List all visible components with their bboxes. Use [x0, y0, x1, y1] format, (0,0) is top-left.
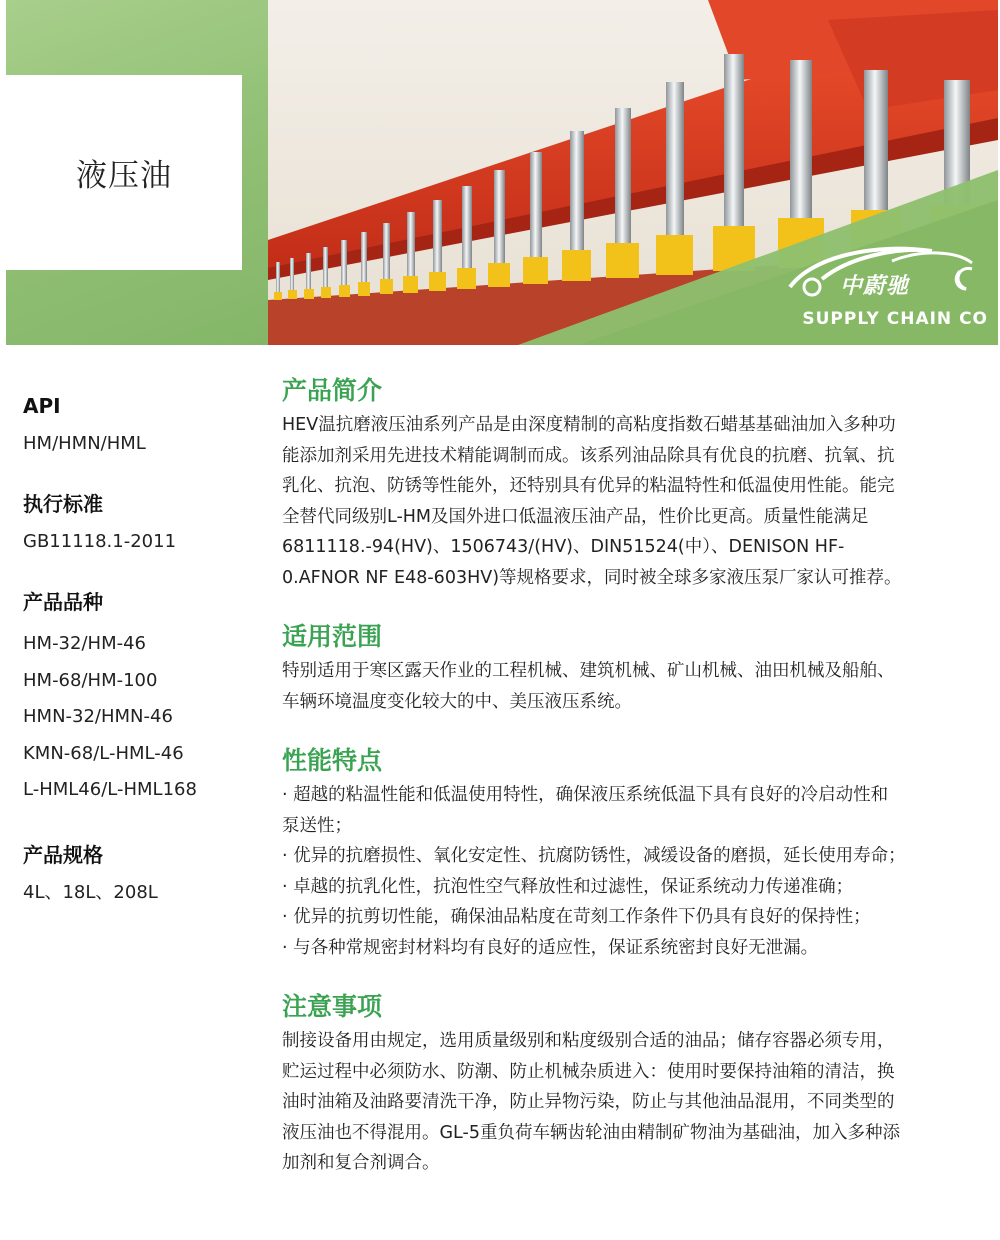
section-features — [282, 744, 982, 963]
feature-line: 泵送性； — [282, 815, 352, 836]
spec-value: HM/HMN/HML — [23, 433, 146, 454]
content-column — [282, 374, 982, 1206]
page-title: 液压油 — [76, 158, 172, 194]
feature-line: · 优异的抗磨损性、氧化安定性、抗腐防锈性，减缓设备的磨损，延长使用寿命； — [282, 846, 906, 866]
section-title: 性能特点 — [282, 746, 383, 775]
spec-value: HM-68/HM-100 — [23, 669, 158, 691]
text-line: 特别适用于寒区露天作业的工程机械、建筑机械、矿山机械、油田机械及船舶、 — [282, 661, 895, 681]
section-title: 适用范围 — [282, 622, 383, 651]
spec-varieties — [23, 588, 263, 809]
supply-chain-logo — [782, 239, 988, 329]
section-body — [282, 1026, 982, 1179]
section-body — [282, 780, 982, 963]
spec-standard — [23, 490, 263, 556]
section-title: 产品简介 — [282, 376, 383, 405]
section-scope — [282, 620, 982, 717]
header-banner — [6, 0, 998, 345]
spec-value: L-HML46/L-HML168 — [23, 779, 197, 800]
logo-english-text: SUPPLY CHAIN CO — [802, 309, 988, 329]
text-line: 加剂和复合剂调合。 — [282, 1153, 440, 1173]
spec-value: KMN-68/L-HML-46 — [23, 742, 184, 764]
feature-line: · 与各种常规密封材料均有良好的适应性，保证系统密封良好无泄漏。 — [282, 937, 819, 958]
spec-value: GB11118.1-2011 — [23, 531, 177, 552]
feature-line: · 优异的抗剪切性能，确保油品粘度在苛刻工作条件下仍具有良好的保持性； — [282, 907, 871, 927]
text-line: 乳化、抗泡、防锈等性能外，还特别具有优异的粘温特性和低温使用性能。能完 — [282, 476, 895, 496]
spec-value: 4L、18L、208L — [23, 881, 158, 903]
title-card — [6, 75, 242, 270]
feature-line: · 卓越的抗乳化性，抗泡性空气释放性和过滤性，保证系统动力传递准确； — [282, 876, 854, 897]
logo-chinese-text: 中蔚驰 — [840, 274, 910, 299]
feature-line: · 超越的粘温性能和低温使用特性，确保液压系统低温下具有良好的冷启动性和 — [282, 785, 889, 805]
section-notes — [282, 990, 982, 1179]
spec-sizes — [23, 841, 263, 907]
spec-label: 产品规格 — [23, 842, 103, 867]
text-line: 液压油也不得混用。GL-5重负荷车辆齿轮油由精制矿物油为基础油，加入多种添 — [282, 1122, 900, 1143]
spec-api — [23, 392, 263, 458]
spec-label: 产品品种 — [23, 590, 103, 614]
text-line: 贮运过程中必须防水、防潮、防止机械杂质进入：使用时要保持油箱的清洁，换 — [282, 1061, 895, 1082]
text-line: 6811118.-94(HV)、1506743/(HV)、DIN51524(中）、DENISON HF- — [282, 537, 845, 557]
spec-label: API — [23, 394, 61, 418]
text-line: 制接设备用由规定，选用质量级别和粘度级别合适的油品；储存容器必须专用， — [282, 1031, 895, 1051]
text-line: 能添加剂采用先进技术精能调制而成。该系列油品除具有优良的抗磨、抗氧、抗 — [282, 445, 895, 466]
text-line: 车辆环境温度变化较大的中、美压液压系统。 — [282, 691, 632, 712]
spec-label: 执行标准 — [23, 492, 103, 516]
section-title: 注意事项 — [282, 992, 383, 1021]
spec-value: HM-32/HM-46 — [23, 633, 146, 654]
spec-column — [23, 392, 263, 939]
section-body — [282, 410, 982, 593]
text-line: 油时油箱及油路要清洗干净，防止异物污染，防止与其他油品混用，不同类型的 — [282, 1092, 895, 1112]
spec-value: HMN-32/HMN-46 — [23, 706, 173, 727]
text-line: 0.AFNOR NF E48-603HV)等规格要求，同时被全球多家液压泵厂家认可推荐。 — [282, 567, 902, 588]
section-body — [282, 656, 982, 717]
text-line: 全替代同级别L-HM及国外进口低温液压油产品，性价比更高。质量性能满足 — [282, 506, 869, 527]
section-intro — [282, 374, 982, 593]
text-line: HEV温抗磨液压油系列产品是由深度精制的高粘度指数石蜡基基础油加入多种功 — [282, 415, 896, 435]
